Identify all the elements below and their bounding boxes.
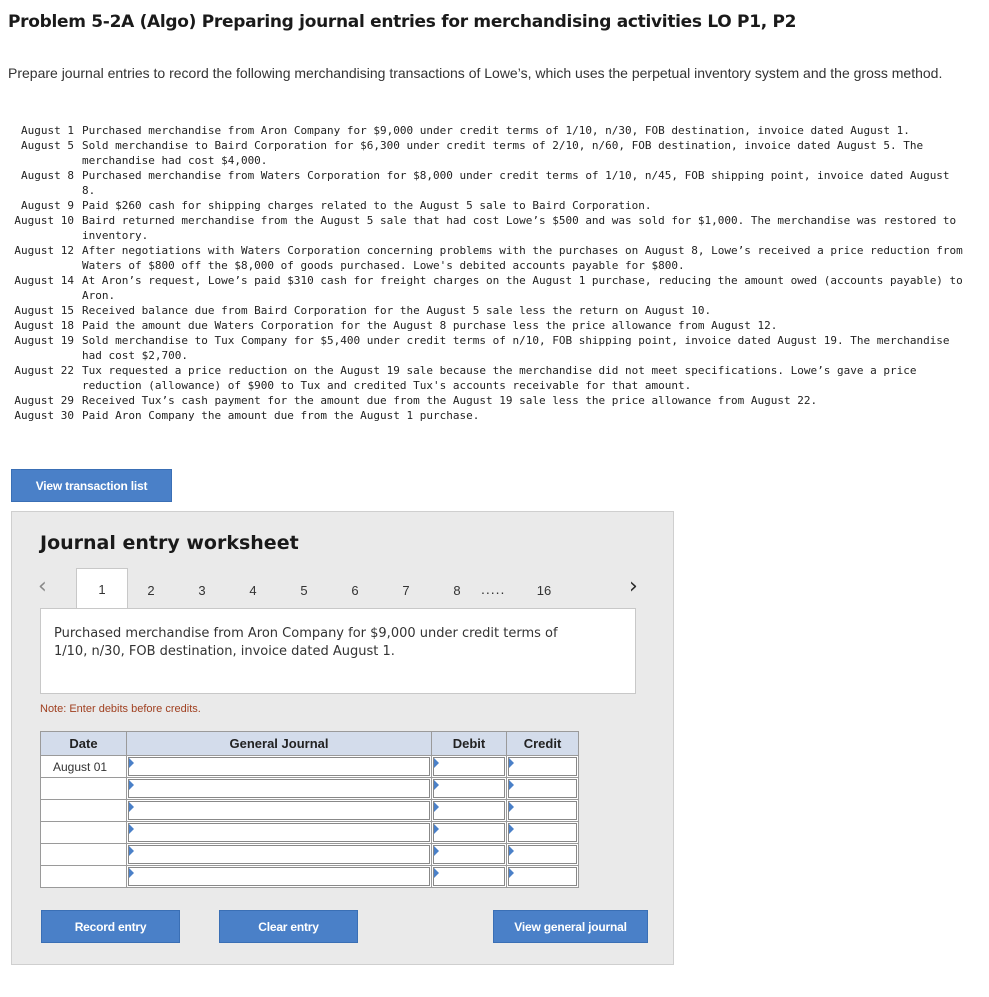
date-cell[interactable]: August 01 <box>41 756 127 778</box>
transaction-text: After negotiations with Waters Corporation concerning problems with the purchases on August 8, Lowe’s received a price reduction from Waters of $800 off the $8,000 of goods purchased. Lowe's debited accounts payable for $800. <box>82 244 963 272</box>
credit-input[interactable] <box>508 845 577 864</box>
journal-header-row <box>41 732 579 756</box>
transaction-row <box>6 333 966 363</box>
transaction-text: Paid the amount due Waters Corporation for the August 8 purchase less the price allowance from August 12. <box>82 319 778 332</box>
transaction-text: Purchased merchandise from Waters Corporation for $8,000 under credit terms of 1/10, n/45, FOB shipping point, invoice dated August 8. <box>82 169 950 197</box>
problem-title: Problem 5-2A (Algo) Preparing journal entries for merchandising activities LO P1, P2 <box>8 12 797 32</box>
transaction-row <box>6 243 966 273</box>
transaction-text: Paid $260 cash for shipping charges related to the August 5 sale to Baird Corporation. <box>82 199 652 212</box>
credit-input[interactable] <box>508 779 577 798</box>
debit-cell[interactable] <box>432 866 507 888</box>
page-tab-4[interactable]: 4 <box>249 582 257 598</box>
transaction-text: Purchased merchandise from Aron Company for $9,000 under credit terms of 1/10, n/30, FOB destination, invoice dated August 1. <box>82 124 910 137</box>
account-cell[interactable] <box>127 866 432 888</box>
transaction-date: August 8 <box>21 169 74 182</box>
worksheet-title: Journal entry worksheet <box>40 532 299 554</box>
view-general-journal-button[interactable]: View general journal <box>493 910 648 943</box>
page-tab-3[interactable]: 3 <box>198 582 206 598</box>
problem-intro: Prepare journal entries to record the following merchandising transactions of Lowe’s, which uses the perpetual inventory system and the gross method. <box>8 65 943 81</box>
account-cell[interactable] <box>127 800 432 822</box>
account-select[interactable] <box>128 823 430 842</box>
transaction-row <box>6 363 966 393</box>
transaction-date: August 18 <box>14 319 74 332</box>
date-cell[interactable] <box>41 800 127 822</box>
account-select[interactable] <box>128 801 430 820</box>
debit-input[interactable] <box>433 801 505 820</box>
debit-cell[interactable] <box>432 822 507 844</box>
date-cell[interactable] <box>41 866 127 888</box>
entry-pager <box>12 568 675 608</box>
transaction-row <box>6 393 966 408</box>
debit-input[interactable] <box>433 845 505 864</box>
entry-description-box <box>40 608 636 694</box>
credit-cell[interactable] <box>507 844 579 866</box>
credit-input[interactable] <box>508 823 577 842</box>
transaction-date: August 10 <box>14 214 74 227</box>
credit-cell[interactable] <box>507 866 579 888</box>
transaction-date: August 14 <box>14 274 74 287</box>
transaction-row <box>6 273 966 303</box>
journal-table <box>40 731 579 888</box>
transaction-date: August 19 <box>14 334 74 347</box>
account-cell[interactable] <box>127 756 432 778</box>
table-row <box>41 800 579 822</box>
page-ellipsis: ..... <box>481 581 506 597</box>
record-entry-button[interactable]: Record entry <box>41 910 180 943</box>
entry-description: Purchased merchandise from Aron Company for $9,000 under credit terms of 1/10, n/30, FOB destination, invoice dated August 1. <box>54 626 558 659</box>
transaction-text: At Aron’s request, Lowe’s paid $310 cash for freight charges on the August 1 purchase, reducing the amount owed (accounts payable) to Aron. <box>82 274 963 302</box>
credit-column-header: Credit <box>507 732 579 756</box>
transaction-text: Received Tux’s cash payment for the amount due from the August 19 sale less the price allowance from August 22. <box>82 394 818 407</box>
clear-entry-button[interactable]: Clear entry <box>219 910 358 943</box>
journal-entry-worksheet <box>11 511 674 965</box>
account-cell[interactable] <box>127 822 432 844</box>
debit-input[interactable] <box>433 867 505 886</box>
transaction-row <box>6 213 966 243</box>
transaction-row <box>6 408 966 423</box>
transaction-text: Received balance due from Baird Corporation for the August 5 sale less the return on August 10. <box>82 304 712 317</box>
debit-cell[interactable] <box>432 844 507 866</box>
date-cell[interactable] <box>41 844 127 866</box>
credit-cell[interactable] <box>507 778 579 800</box>
account-select[interactable] <box>128 757 430 776</box>
table-row <box>41 822 579 844</box>
debit-input[interactable] <box>433 779 505 798</box>
account-cell[interactable] <box>127 844 432 866</box>
debit-input[interactable] <box>433 823 505 842</box>
debit-cell[interactable] <box>432 756 507 778</box>
table-row <box>41 844 579 866</box>
chevron-right-icon[interactable]: › <box>629 574 638 599</box>
debit-column-header: Debit <box>432 732 507 756</box>
page-tab-2[interactable]: 2 <box>147 582 155 598</box>
page-tab-5[interactable]: 5 <box>300 582 308 598</box>
transaction-date: August 22 <box>14 364 74 377</box>
page-tab-1[interactable]: 1 <box>76 568 128 609</box>
transaction-date: August 12 <box>14 244 74 257</box>
view-transaction-list-button[interactable]: View transaction list <box>11 469 172 502</box>
credit-input[interactable] <box>508 757 577 776</box>
transaction-row <box>6 168 966 198</box>
date-cell[interactable] <box>41 778 127 800</box>
table-row <box>41 778 579 800</box>
general-journal-column-header: General Journal <box>127 732 432 756</box>
transaction-date: August 5 <box>21 139 74 152</box>
transaction-row <box>6 123 966 138</box>
credit-input[interactable] <box>508 801 577 820</box>
debit-input[interactable] <box>433 757 505 776</box>
table-row <box>41 866 579 888</box>
transaction-text: Baird returned merchandise from the August 5 sale that had cost Lowe’s $500 and was sold for $1,000. The merchandise was restored to inventory. <box>82 214 957 242</box>
account-select[interactable] <box>128 867 430 886</box>
page-tab-6[interactable]: 6 <box>351 582 359 598</box>
debit-cell[interactable] <box>432 778 507 800</box>
credit-cell[interactable] <box>507 822 579 844</box>
transaction-date: August 1 <box>21 124 74 137</box>
transaction-row <box>6 318 966 333</box>
transaction-text: Paid Aron Company the amount due from the August 1 purchase. <box>82 409 480 422</box>
credit-input[interactable] <box>508 867 577 886</box>
credit-cell[interactable] <box>507 756 579 778</box>
account-cell[interactable] <box>127 778 432 800</box>
page-tab-8[interactable]: 8 <box>453 582 461 598</box>
transaction-row <box>6 303 966 318</box>
transaction-row <box>6 198 966 213</box>
debit-cell[interactable] <box>432 800 507 822</box>
credit-cell[interactable] <box>507 800 579 822</box>
transaction-text: Sold merchandise to Tux Company for $5,400 under credit terms of n/10, FOB shipping point, invoice dated August 19. The merchandise had cost $2,700. <box>82 334 950 362</box>
date-column-header: Date <box>41 732 127 756</box>
transaction-date: August 29 <box>14 394 74 407</box>
date-cell[interactable] <box>41 822 127 844</box>
account-select[interactable] <box>128 845 430 864</box>
transaction-date: August 30 <box>14 409 74 422</box>
debit-credit-note: Note: Enter debits before credits. <box>40 703 201 715</box>
chevron-left-icon[interactable]: ‹ <box>38 574 47 599</box>
transaction-date: August 9 <box>21 199 74 212</box>
transaction-list <box>6 123 966 423</box>
transaction-date: August 15 <box>14 304 74 317</box>
page-tab-16[interactable]: 16 <box>536 582 552 598</box>
transaction-text: Tux requested a price reduction on the August 19 sale because the merchandise did not meet specifications. Lowe’s gave a price reduction (allowance) of $900 to Tux and credited Tux's accounts receivable for that amount. <box>82 364 917 392</box>
transaction-row <box>6 138 966 168</box>
table-row <box>41 756 579 778</box>
account-select[interactable] <box>128 779 430 798</box>
transaction-text: Sold merchandise to Baird Corporation for $6,300 under credit terms of 2/10, n/60, FOB destination, invoice dated August 5. The merchandise had cost $4,000. <box>82 139 924 167</box>
page-tab-7[interactable]: 7 <box>402 582 410 598</box>
